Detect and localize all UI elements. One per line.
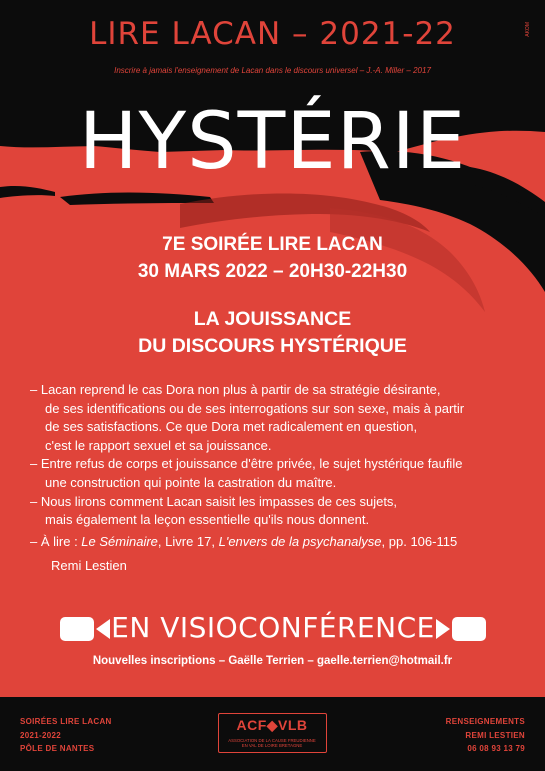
reading-reference [30,533,530,552]
video-camera-mirrored-icon [434,616,486,642]
paragraph-1-line: de ses satisfactions. Ce que Dora met radicalement en question, [45,419,418,435]
paragraph-2-line: – Entre refus de corps et jouissance d'être privée, le sujet hystérique faufile [30,456,463,472]
event-date-time: 30 MARS 2022 – 20H30-22H30 [137,261,408,282]
acf-vlb-logo [218,713,327,753]
reading-prefix: – À lire : [30,533,82,549]
footer-contact [446,715,525,756]
registration-contact: Nouvelles inscriptions – Gaëlle Terrien – gaelle.terrien@hotmail.fr [92,655,453,667]
main-title: HYSTÉRIE [78,97,467,187]
paragraph-3-line: – Nous lirons comment Lacan saisit les impasses de ces sujets, [30,493,398,509]
logo-subtitle-line: EN VAL DE LOIRE BRETAGNE [241,743,303,748]
footer-right-line: REMI LESTIEN [465,730,525,740]
footer-band [0,697,545,771]
talk-title-line1: LA JOUISSANCE [193,308,352,330]
reading-seminar-title: L'envers de la psychanalyse [218,533,382,549]
series-title: LIRE LACAN – 2021-22 [89,16,456,52]
reading-book-title: Le Séminaire [81,533,158,549]
event-number: 7E SOIRÉE LIRE LACAN [162,234,383,255]
header-band [0,0,545,92]
paragraph-1-line: de ses identifications ou de ses interrogations sur son sexe, mais à partir [45,400,465,416]
footer-left-line: 2021-2022 [20,730,61,740]
speaker-name: Remi Lestien [51,558,127,574]
videoconference-banner [60,607,486,649]
paragraph-1-line: c'est le rapport sexuel et sa jouissance. [45,437,272,453]
footer-left-line: SOIRÉES LIRE LACAN [20,717,112,726]
series-quote: Inscrire à jamais l'enseignement de Lacan dans le discours universel – J.-A. Miller – 2017 [114,66,431,75]
logo-subtitle-line: ASSOCIATION DE LA CAUSE FREUDIENNE [228,738,316,743]
talk-description [30,381,530,576]
side-label: AKOM [525,22,531,37]
videoconference-label: EN VISIOCONFÉRENCE [111,611,435,644]
logo-wordmark: ACF◆VLB [236,717,308,733]
footer-left-line: PÔLE DE NANTES [20,744,95,753]
talk-title-line2: DU DISCOURS HYSTÉRIQUE [138,335,407,357]
footer-organizer [20,715,112,756]
paragraph-1-line: – Lacan reprend le cas Dora non plus à partir de sa stratégie désirante, [30,382,441,397]
reading-pages: , pp. 106-115 [381,533,458,549]
reading-volume: , Livre 17, [157,533,219,549]
logo-subtitle [221,738,323,748]
footer-right-line: RENSEIGNEMENTS [445,717,525,726]
paragraph-3-line: mais également la leçon essentielle qu'ils nous donnent. [45,512,370,528]
footer-phone: 06 08 93 13 79 [467,744,525,753]
paragraph-2-line: une construction qui pointe la castration du maître. [45,474,337,490]
